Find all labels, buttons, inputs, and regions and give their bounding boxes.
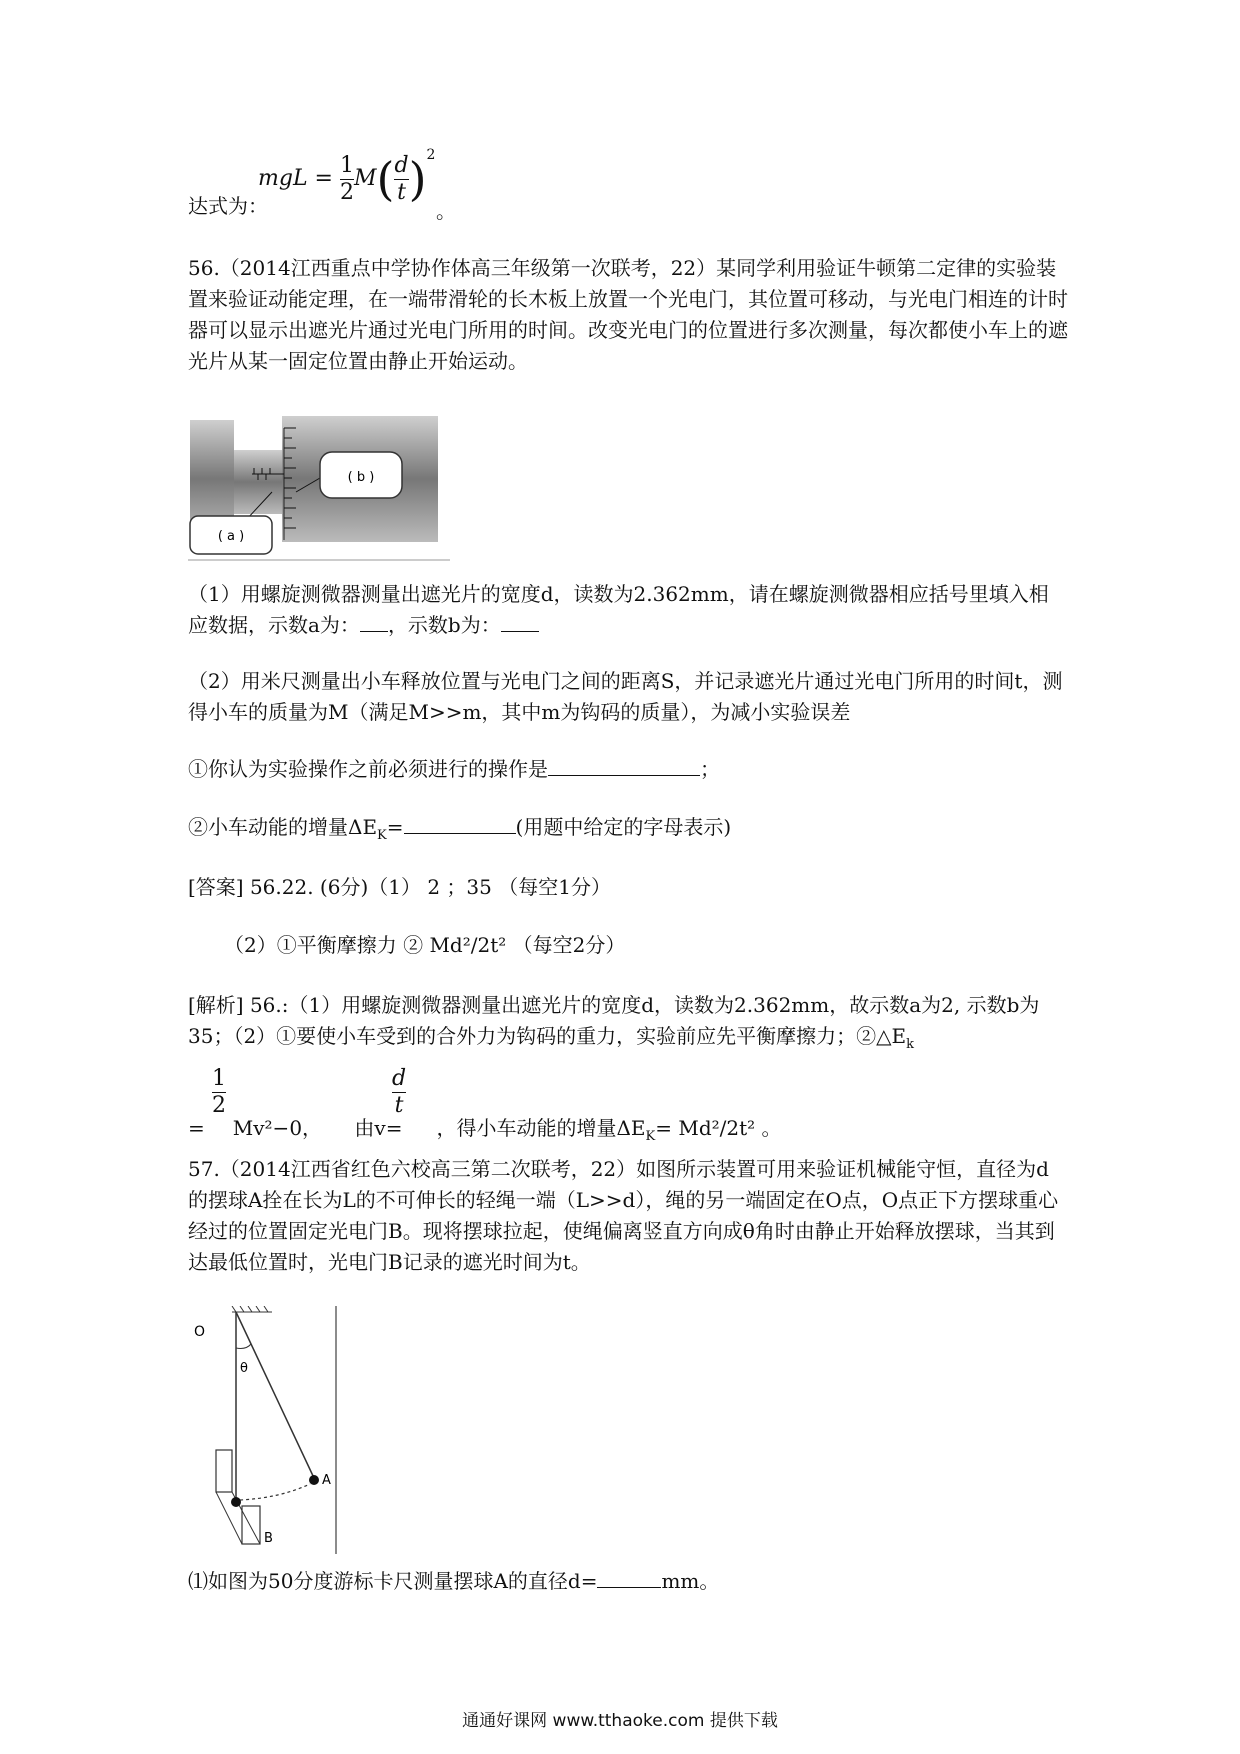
label-b: ( b ) [347, 470, 375, 485]
q56-answer-2: （2）①平衡摩擦力 ② Md²/2t² （每空2分） [224, 933, 626, 957]
dek-eq: = [386, 815, 404, 839]
q56-text: 56.（2014江西重点中学协作体高三年级第一次联考，22）某同学利用验证牛顿第二定律的实验装置来验证动能定理，在一端带滑轮的长木板上放置一个光电门，其位置可移动，与光电门相连的计时器可以显示出遮光片通过光电门所用的时间。改变光电门的位置进行多次测量，每次都使小车上的遮光片从某一固定位置由静止开始运动。 [188, 256, 1068, 373]
q57-part1 [188, 1566, 1068, 1597]
blank-operation[interactable] [548, 775, 700, 776]
blank-b[interactable] [501, 631, 539, 632]
pendulum-figure [188, 1306, 340, 1554]
dek-sub: K [377, 828, 387, 843]
q57-text: 57.（2014江西省红色六校高三第二次联考，22）如图所示装置可用来验证机械能守恒，直径为d的摆球A拴在长为L的不可伸长的轻绳一端（L>>d），绳的另一端固定在O点，O点正下方摆球重心经过的位置固定光电门B。现将摆球拉起，使绳偏离竖直方向成θ角时由静止开始释放摆球，当其到达最低位置时，光电门B记录的遮光时间为t。 [188, 1157, 1059, 1274]
formula-half: $\frac{1}{2}$ [339, 152, 354, 205]
footer: 通通好课网 www.tthaoke.com 提供下载 [462, 1711, 778, 1731]
formula-mass: M [353, 166, 377, 191]
label-a: ( a ) [217, 529, 245, 544]
q56-part2: （2）用米尺测量出小车释放位置与光电门之间的距离S，并记录遮光片通过光电门所用的时间t，测得小车的质量为M（满足M>>m，其中m为钩码的质量），为减小实验误差 [188, 669, 1063, 724]
q56-op [188, 754, 1068, 785]
frac-d-over-t: $\frac{d}{t}$ [392, 1066, 407, 1118]
dek-text: ②小车动能的增量ΔE [188, 815, 378, 839]
blank-a[interactable] [360, 631, 388, 632]
q56-answer-1: [答案] 56.22. (6分)（1） 2 ；35 （每空1分） [188, 875, 611, 899]
label-theta: θ [240, 1361, 248, 1376]
label-o: O [194, 1324, 206, 1340]
formula-lhs: mgL = [258, 166, 333, 191]
blank-dek[interactable] [404, 833, 516, 834]
q57-part1-text: ⑴如图为50分度游标卡尺测量摆球A的直径d= [188, 1569, 598, 1593]
formula-end: 。 [436, 199, 456, 223]
q56-analysis-1: [解析] 56.:（1）用螺旋测微器测量出遮光片的宽度d，读数为2.362mm，故示数a为2, 示数b为35；（2）①要使小车受到的合外力为钩码的重力，实验前应先平衡摩擦力；$②\triangle E_k$ [188, 993, 1040, 1052]
op-text: ①你认为实验操作之前必须进行的操作是 [188, 757, 548, 781]
formula-d-over-t: $\frac{d}{t}$ [394, 152, 409, 205]
q56-part1 [188, 579, 1068, 641]
frac-half: $\frac{1}{2}$ [212, 1066, 226, 1118]
micrometer-figure [188, 412, 450, 562]
formula-exponent: 2 [426, 146, 436, 163]
dek-end: (用题中给定的字母表示) [515, 815, 732, 839]
formula-prefix: 达式为： [188, 194, 268, 218]
energy-formula: mgL = $\frac{1}{2}$ M( $\frac{d}{t}$ )$^2$ [258, 146, 436, 206]
part1-text: （1）用螺旋测微器测量出遮光片的宽度d，读数为2.362mm，请在螺旋测微器相应括号里填入相应数据，示数a为： [188, 582, 1049, 637]
blank-diameter[interactable] [597, 1587, 661, 1588]
part1-mid: ，示数b为： [387, 613, 501, 637]
q57-part1-end: mm。 [661, 1569, 720, 1593]
analysis-line-2: = Mv²−0， 由v= ，得小车动能的增量$\Delta E_K= Md^2/2t^2$ 。 [188, 1116, 782, 1144]
op-end: ； [700, 757, 720, 781]
label-b: B [264, 1531, 273, 1546]
label-a: A [322, 1473, 331, 1488]
q56-dek [188, 812, 1068, 851]
analysis-sub: k [906, 1037, 915, 1052]
